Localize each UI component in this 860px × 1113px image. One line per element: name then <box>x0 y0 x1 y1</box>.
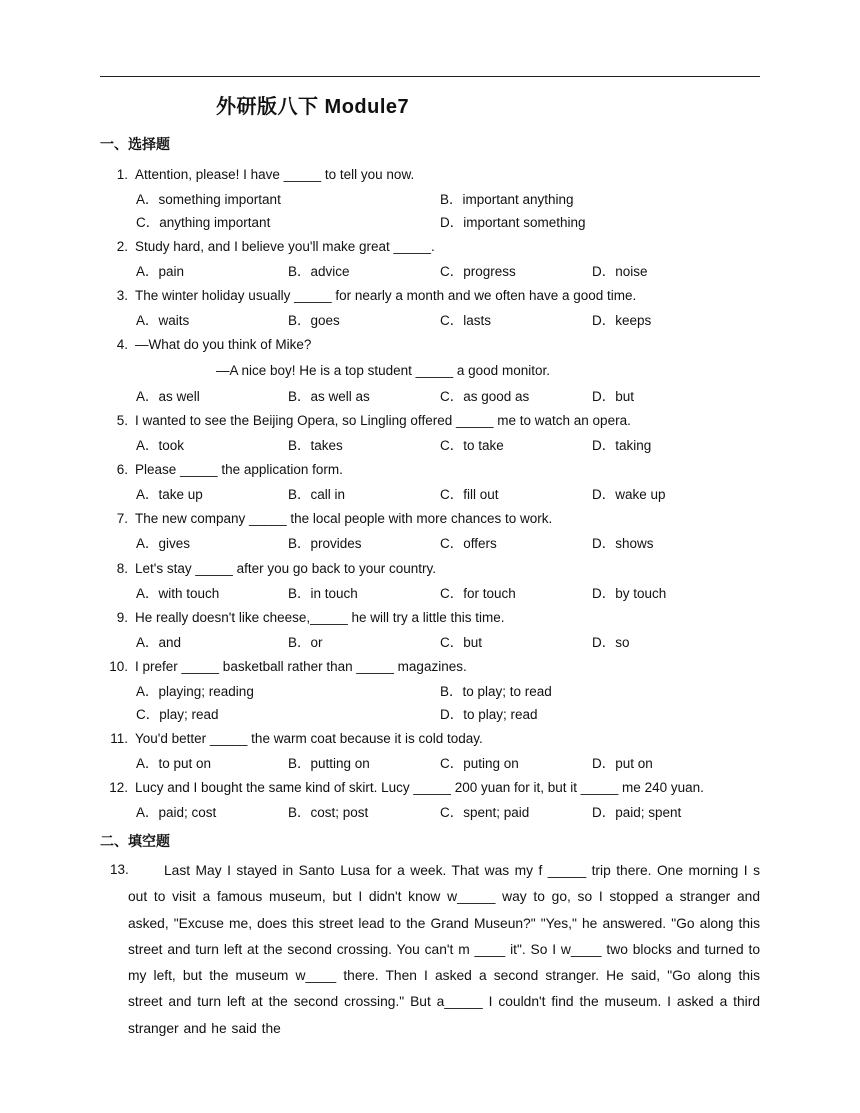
answer-option[interactable]: D．keeps <box>592 313 652 328</box>
answer-option[interactable]: A．take up <box>136 487 203 502</box>
answer-option[interactable]: D．shows <box>592 536 654 551</box>
question-text: Let's stay _____ after you go back to your country. <box>135 561 437 576</box>
top-rule <box>100 76 760 77</box>
answer-option[interactable]: C．fill out <box>440 487 499 502</box>
question-text: Lucy and I bought the same kind of skirt. Lucy _____ 200 yuan for it, but it _____ me 240 yuan. <box>135 780 704 795</box>
answer-option[interactable]: A．waits <box>136 313 190 328</box>
question-number: 2. <box>116 239 128 254</box>
answer-option[interactable]: B．to play; to read <box>440 684 552 699</box>
question-number: 9. <box>116 610 128 625</box>
answer-option[interactable]: B．putting on <box>288 756 370 771</box>
question-number: 7. <box>116 511 128 526</box>
answer-option[interactable]: A．to put on <box>136 756 212 771</box>
answer-option[interactable]: C．spent; paid <box>440 805 530 820</box>
answer-option[interactable]: C．puting on <box>440 756 519 771</box>
answer-option[interactable]: A．something important <box>136 192 281 207</box>
question-number: 4. <box>116 337 128 352</box>
answer-option[interactable]: A．pain <box>136 264 185 279</box>
answer-option[interactable]: A．took <box>136 438 185 453</box>
document-title: 外研版八下 Module7 <box>216 96 410 118</box>
answer-option[interactable]: A．as well <box>136 389 200 404</box>
answer-option[interactable]: C．progress <box>440 264 516 279</box>
question-text: He really doesn't like cheese,_____ he will try a little this time. <box>135 610 505 625</box>
answer-option[interactable]: D．noise <box>592 264 648 279</box>
question-number: 10. <box>109 659 128 674</box>
answer-option[interactable]: B．advice <box>288 264 350 279</box>
question-text: I prefer _____ basketball rather than _____ magazines. <box>135 659 467 674</box>
question-number: 12. <box>109 780 128 795</box>
answer-option[interactable]: C．but <box>440 635 483 650</box>
section-heading-choice: 一、选择题 <box>100 136 170 152</box>
answer-option[interactable]: A．and <box>136 635 182 650</box>
answer-option[interactable]: B．takes <box>288 438 343 453</box>
question-text: Study hard, and I believe you'll make great _____. <box>135 239 435 254</box>
answer-option[interactable]: C．lasts <box>440 313 492 328</box>
question-number: 5. <box>116 413 128 428</box>
question-number: 13. <box>110 862 129 877</box>
question-text: The new company _____ the local people with more chances to work. <box>135 511 553 526</box>
answer-option[interactable]: B．in touch <box>288 586 358 601</box>
answer-option[interactable]: A．gives <box>136 536 191 551</box>
answer-option[interactable]: D．but <box>592 389 635 404</box>
answer-option[interactable]: A．paid; cost <box>136 805 217 820</box>
answer-option[interactable]: C．offers <box>440 536 497 551</box>
answer-option[interactable]: B．goes <box>288 313 340 328</box>
answer-option[interactable]: B．call in <box>288 487 346 502</box>
question-number: 1. <box>116 167 128 182</box>
question-number: 3. <box>116 288 128 303</box>
answer-option[interactable]: C．to take <box>440 438 504 453</box>
answer-option[interactable]: D．to play; read <box>440 707 538 722</box>
answer-option[interactable]: A．playing; reading <box>136 684 254 699</box>
question-text: I wanted to see the Beijing Opera, so Lingling offered _____ me to watch an opera. <box>135 413 631 428</box>
question-text: Attention, please! I have _____ to tell you now. <box>135 167 415 182</box>
question-text: Please _____ the application form. <box>135 462 343 477</box>
answer-option[interactable]: D．wake up <box>592 487 666 502</box>
answer-option[interactable]: A．with touch <box>136 586 220 601</box>
question-text: The winter holiday usually _____ for nearly a month and we often have a good time. <box>135 288 637 303</box>
answer-option[interactable]: B．as well as <box>288 389 370 404</box>
question-text-continued: —A nice boy! He is a top student _____ a good monitor. <box>216 363 550 378</box>
answer-option[interactable]: D．taking <box>592 438 652 453</box>
question-number: 11. <box>110 731 128 746</box>
question-number: 6. <box>116 462 128 477</box>
answer-option[interactable]: B．or <box>288 635 323 650</box>
answer-option[interactable]: B．cost; post <box>288 805 369 820</box>
answer-option[interactable]: C．as good as <box>440 389 530 404</box>
answer-option[interactable]: C．anything important <box>136 215 271 230</box>
answer-option[interactable]: D．put on <box>592 756 653 771</box>
answer-option[interactable]: D．important something <box>440 215 586 230</box>
answer-option[interactable]: D．by touch <box>592 586 667 601</box>
answer-option[interactable]: D．paid; spent <box>592 805 682 820</box>
section-heading-fill: 二、填空题 <box>100 833 170 849</box>
answer-option[interactable]: C．play; read <box>136 707 219 722</box>
answer-option[interactable]: B．provides <box>288 536 362 551</box>
answer-option[interactable]: B．important anything <box>440 192 574 207</box>
answer-option[interactable]: C．for touch <box>440 586 516 601</box>
question-text: —What do you think of Mike? <box>135 337 312 352</box>
question-number: 8. <box>116 561 128 576</box>
cloze-passage: Last May I stayed in Santo Lusa for a week. That was my f _____ trip there. One morning I s out to visit a famous museum, but I didn't know w_____ way to go, so I stopped a stranger and asked, "Excuse me, does this street lead to the Grand Museun?" "Yes," he answered. "Go along this street and turn left at the second crossing. You can't m ____ it". So I w____ two blocks and turned to my left, but the museum w____ there. Then I asked a second stranger. He said, "Go along this street and turn left at the second crossing." But a_____ I couldn't find the museum. I asked a third stranger and he said the <box>128 863 760 1036</box>
answer-option[interactable]: D．so <box>592 635 630 650</box>
question-text: You'd better _____ the warm coat because it is cold today. <box>135 731 483 746</box>
